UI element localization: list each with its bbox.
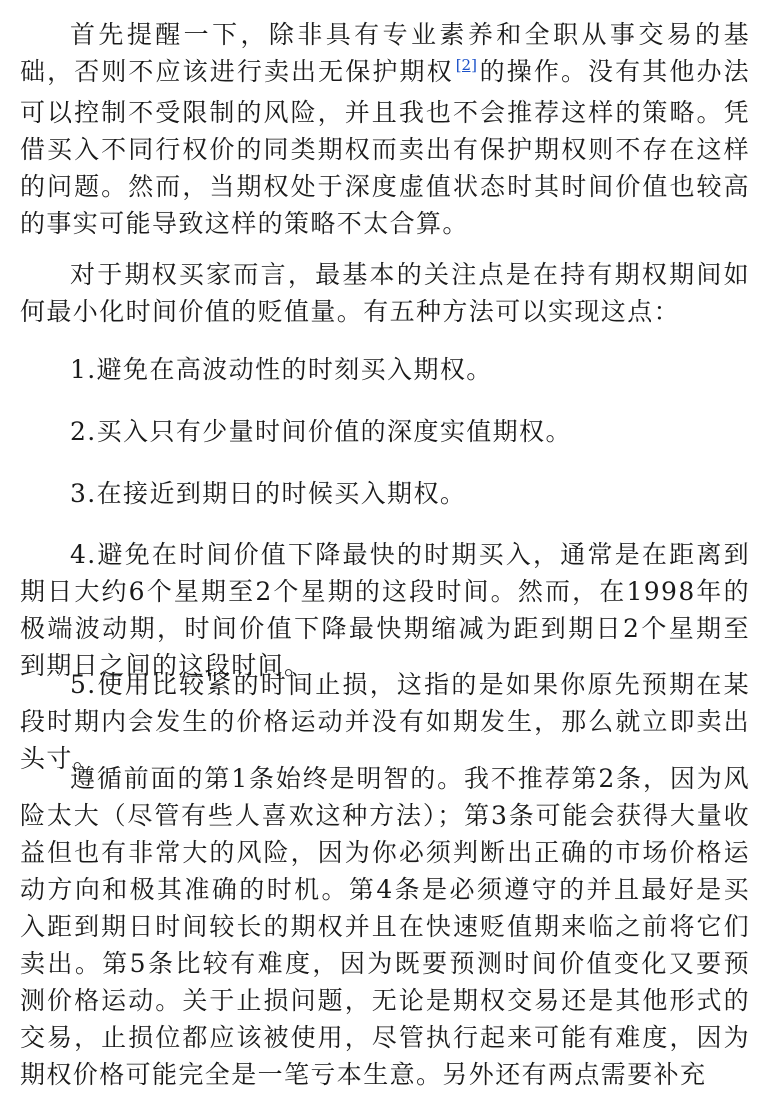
paragraph-intro-text-start: 首先提醒一下，除非具有专业素养和全职从事交易的基础，否则不应该进行卖出无保护期权: [20, 20, 750, 86]
list-item-5: 5.使用比较紧的时间止损，这指的是如果你原先预期在某段时期内会发生的价格运动并没有如期发生，那么就立即卖出头寸。: [20, 670, 750, 773]
footnote-link[interactable]: [2]: [455, 56, 477, 74]
list-item-3: 3.在接近到期日的时候买入期权。: [70, 479, 467, 508]
list-item-2: 2.买入只有少量时间价值的深度实值期权。: [70, 417, 572, 446]
paragraph-intro-text-end: 的操作。没有其他办法可以控制不受限制的风险，并且我也不会推荐这样的策略。凭借买入不同行权价的同类期权而卖出有保护期权则不存在这样的问题。然而，当期权处于深度虚值状态时其时间价值也较高的事实可能导致这样的策略不太合算。: [20, 57, 750, 238]
paragraph-buyer-focus: 对于期权买家而言，最基本的关注点是在持有期权期间如何最小化时间价值的贬值量。有五种方法可以实现这点：: [20, 260, 750, 326]
paragraph-discussion: 遵循前面的第1条始终是明智的。我不推荐第2条，因为风险太大（尽管有些人喜欢这种方法）；第3条可能会获得大量收益但也有非常大的风险，因为你必须判断出正确的市场价格运动方向和极其准确的时机。第4条是必须遵守的并且最好是买入距到期日时间较长的期权并且在快速贬值期来临之前将它们卖出。第5条比较有难度，因为既要预测时间价值变化又要预测价格运动。关于止损问题，无论是期权交易还是其他形式的交易，止损位都应该被使用，尽管执行起来可能有难度，因为期权价格可能完全是一笔亏本生意。另外还有两点需要补充: [20, 764, 750, 1089]
list-item-1: 1.避免在高波动性的时刻买入期权。: [70, 355, 493, 384]
paragraph-intro: [20, 16, 750, 242]
list-item-4: 4.避免在时间价值下降最快的时期买入，通常是在距离到期日大约6个星期至2个星期的这段时间。然而，在1998年的极端波动期，时间价值下降最快期缩减为距到期日2个星期至到期日之间的这段时间。: [20, 540, 750, 680]
